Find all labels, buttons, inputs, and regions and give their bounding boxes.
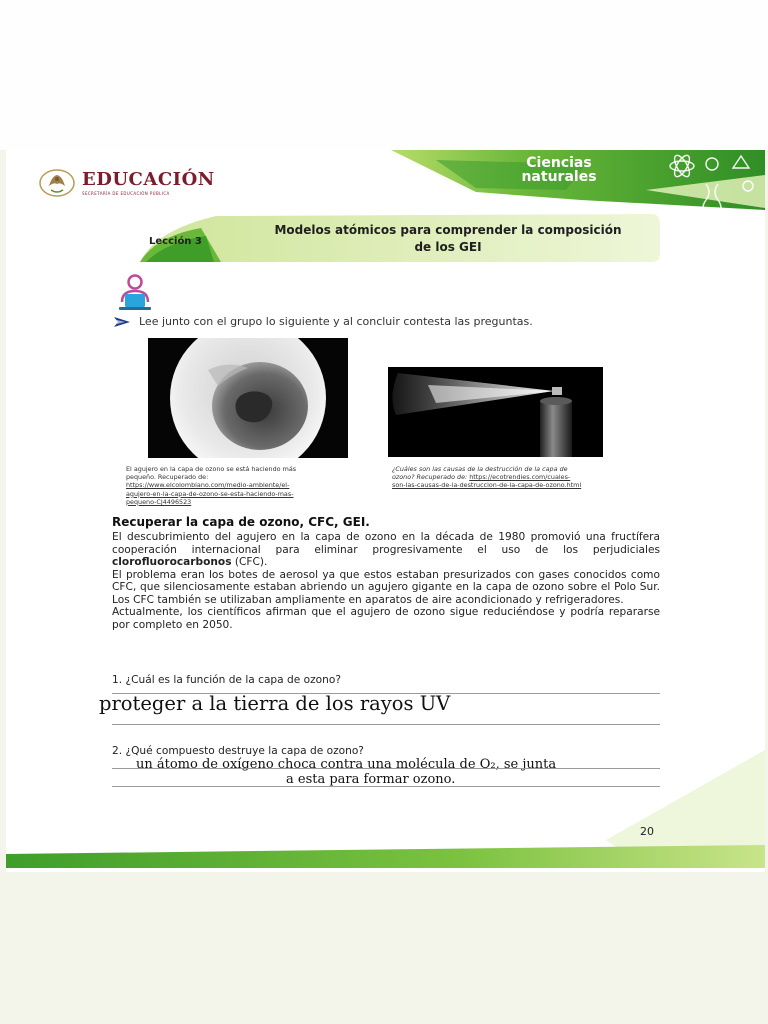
answer-1-text[interactable]: proteger a la tierra de los rayos UV bbox=[99, 692, 451, 715]
article-paragraph: El descubrimiento del agujero en la capa de ozono en la década de 1980 promovió una fructífera cooperación internacional para eliminar progresivamente el uso de los perjudiciales clorofluorocarbonos (CFC). bbox=[112, 531, 660, 568]
question-1: 1. ¿Cuál es la función de la capa de ozono? bbox=[112, 674, 341, 686]
top-margin bbox=[0, 0, 768, 150]
page-number: 20 bbox=[640, 825, 654, 838]
answer-line bbox=[112, 724, 660, 725]
caption-text: ozono? Recuperado de: bbox=[392, 473, 468, 482]
source-link[interactable]: son-las-causas-de-la-destruccion-de-la-capa-de-ozono.html bbox=[392, 481, 582, 490]
logo-subtitle: SECRETARÍA DE EDUCACIÓN PÚBLICA bbox=[82, 190, 170, 196]
source-link[interactable]: pequeno-CJ4496523 bbox=[126, 497, 192, 506]
lesson-title bbox=[238, 222, 658, 256]
instruction-text: Lee junto con el grupo lo siguiente y al concluir contesta las preguntas. bbox=[139, 315, 533, 328]
caption-text: ¿Cuáles son las causas de la destrucción de la capa de bbox=[392, 465, 568, 473]
subject-line-2: naturales bbox=[521, 169, 597, 185]
lesson-title-line-1: Modelos atómicos para comprender la composición bbox=[274, 223, 622, 237]
source-link[interactable]: https://www.elcolombiano.com/medio-ambiente/el- bbox=[126, 481, 290, 490]
article-paragraph: El problema eran los botes de aerosol ya que estos estaban presurizados con gases conocidos como CFC, que silenciosamente estaban abriendo un agujero gigante en la capa de ozono sobre el Polo Sur. Los CFC también se utilizaban ampliamente en aparatos de aire acondicionado y refrigeradores. bbox=[112, 568, 660, 606]
ozone-image-caption bbox=[126, 465, 366, 506]
arrow-pointer-icon bbox=[113, 316, 131, 328]
article-title: Recuperar la capa de ozono, CFC, GEI. bbox=[112, 515, 370, 529]
answer-2-text-line-1[interactable]: un átomo de oxígeno choca contra una molécula de O₂, se junta bbox=[136, 757, 557, 772]
logo-title: EDUCACIÓN bbox=[82, 168, 215, 190]
question-2: 2. ¿Qué compuesto destruye la capa de ozono? bbox=[112, 745, 364, 757]
lesson-title-line-2: de los GEI bbox=[414, 240, 482, 254]
article-body bbox=[112, 531, 660, 631]
source-link[interactable]: https://ecotrendies.com/cuales- bbox=[469, 473, 571, 482]
cfc-bold-term: clorofluorocarbonos bbox=[112, 556, 232, 568]
eagle-seal-icon bbox=[38, 168, 76, 198]
aerosol-spray-image bbox=[388, 367, 603, 457]
ozone-hole-image bbox=[148, 338, 348, 458]
caption-text: pequeño. Recuperado de: bbox=[126, 473, 209, 482]
worksheet-page bbox=[6, 150, 765, 872]
sep-logo bbox=[38, 168, 215, 198]
lesson-label: Lección 3 bbox=[149, 236, 202, 247]
subject-line-1: Ciencias bbox=[526, 155, 592, 171]
source-link[interactable]: agujero-en-la-capa-de-ozono-se-esta-haciendo-mas- bbox=[126, 489, 294, 498]
footer-decoration bbox=[6, 750, 765, 872]
answer-2-text-line-2[interactable]: a esta para formar ozono. bbox=[286, 772, 456, 787]
caption-text: El agujero en la capa de ozono se está haciendo más bbox=[126, 465, 297, 473]
subject-title bbox=[504, 156, 614, 184]
article-paragraph: Actualmente, los científicos afirman que el agujero de ozono sigue reduciéndose y podría repararse por completo en 2050. bbox=[112, 606, 660, 631]
instruction-row bbox=[113, 315, 533, 328]
aerosol-image-caption bbox=[392, 465, 662, 490]
student-laptop-icon bbox=[110, 274, 160, 312]
